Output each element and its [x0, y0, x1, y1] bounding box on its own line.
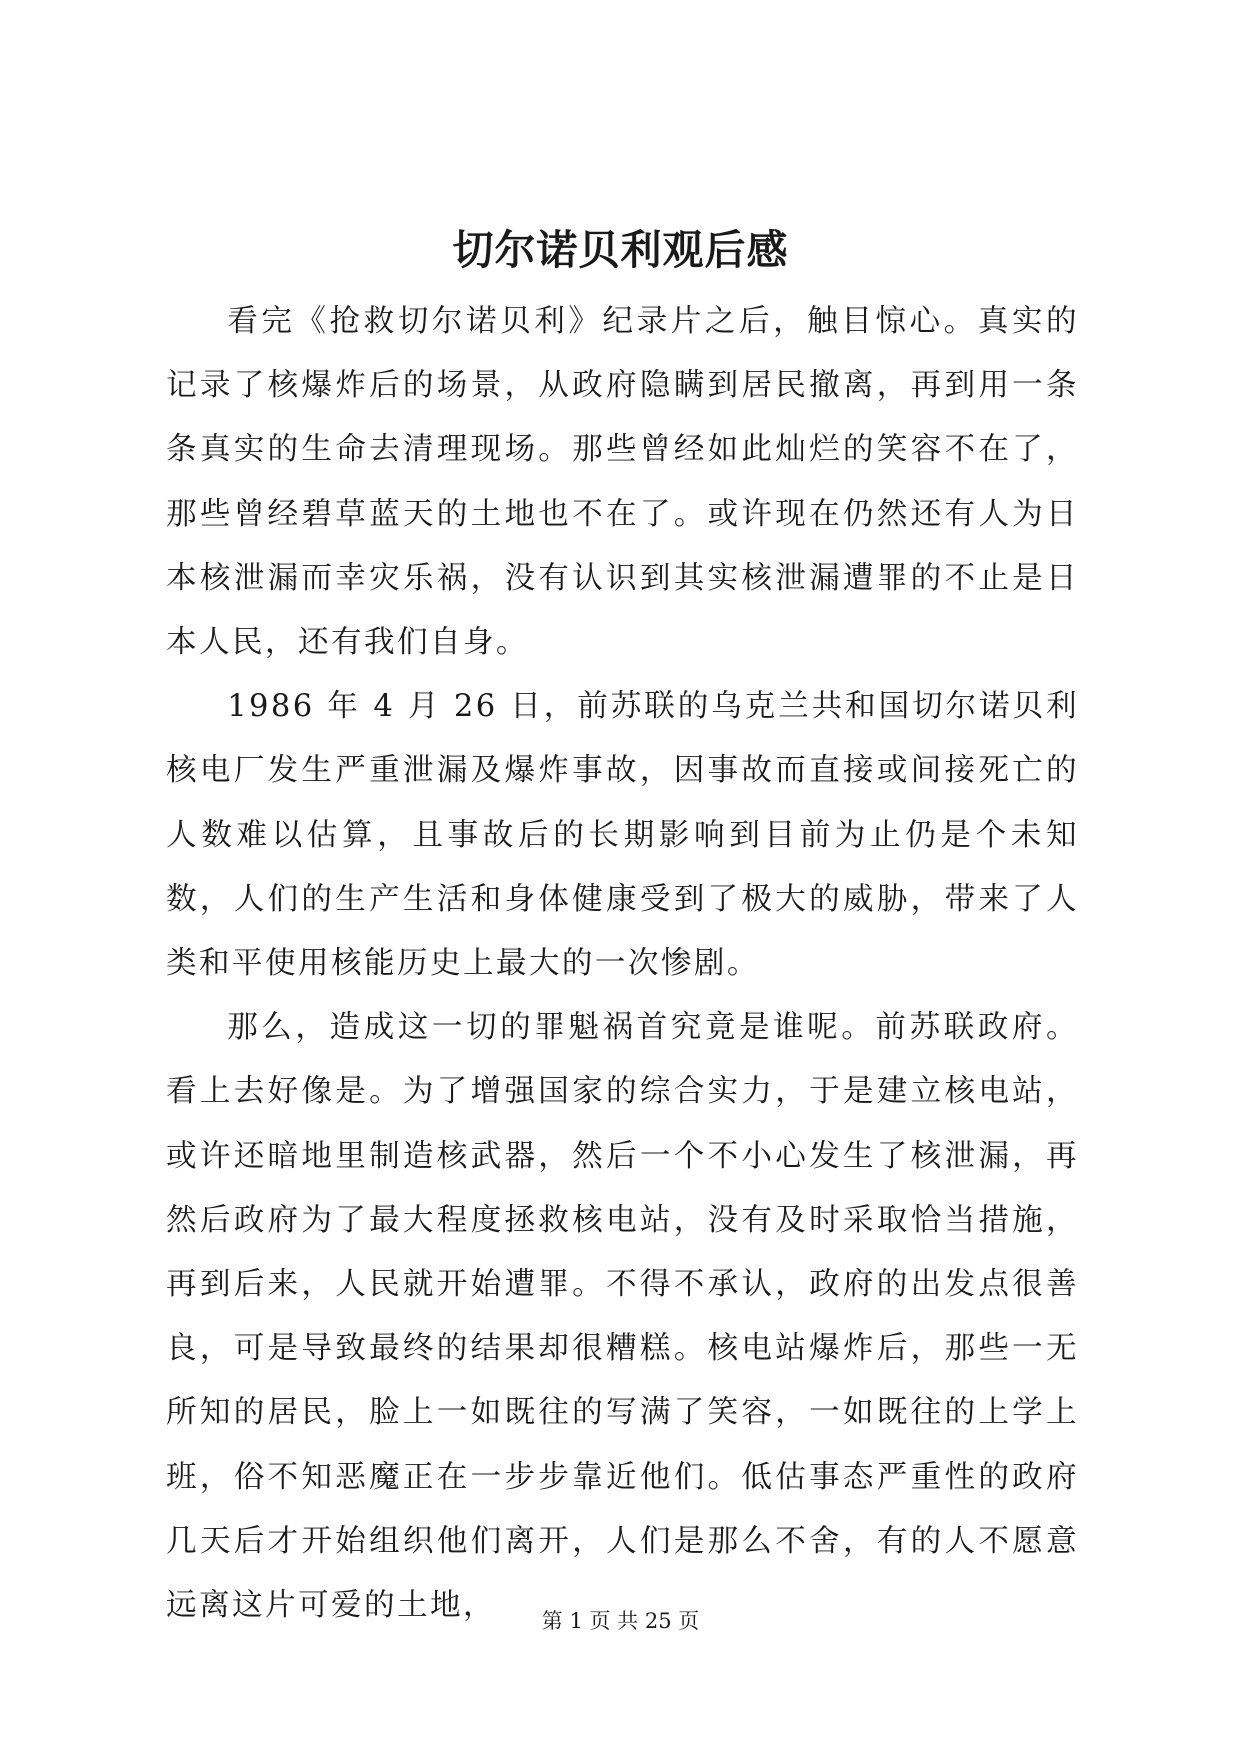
paragraph-3: 那么，造成这一切的罪魁祸首究竟是谁呢。前苏联政府。看上去好像是。为了增强国家的综合实力，于是建立核电站，或许还暗地里制造核武器，然后一个不小心发生了核泄漏，再然后政府为了最大程度拯救核电站，没有及时采取恰当措施，再到后来，人民就开始遭罪。不得不承认，政府的出发点很善良，可是导致最终的结果却很糟糕。核电站爆炸后，那些一无所知的居民，脸上一如既往的写满了笑容，一如既往的上学上班，俗不知恶魔正在一步步靠近他们。低估事态严重性的政府几天后才开始组织他们离开，人们是那么不舍，有的人不愿意远离这片可爱的土地，: [166, 1010, 1079, 1624]
paragraph-1: 看完《抢救切尔诺贝利》纪录片之后，触目惊心。真实的记录了核爆炸后的场景，从政府隐瞒到居民撤离，再到用一条条真实的生命去清理现场。那些曾经如此灿烂的笑容不在了，那些曾经碧草蓝天的土地也不在了。或许现在仍然还有人为日本核泄漏而幸灾乐祸，没有认识到其实核泄漏遭罪的不止是日本人民，还有我们自身。: [166, 304, 1079, 661]
document-body: [166, 290, 1079, 1638]
document-title: 切尔诺贝利观后感: [452, 226, 789, 274]
paragraph-2: 1986 年 4 月 26 日，前苏联的乌克兰共和国切尔诺贝利核电厂发生严重泄漏及爆炸事故，因事故而直接或间接死亡的人数难以估算，且事故后的长期影响到目前为止仍是个未知数，人们的生产生活和身体健康受到了极大的威胁，带来了人类和平使用核能历史上最大的一次惨剧。: [166, 689, 1079, 982]
page-number-footer: 第 1 页 共 25 页: [541, 1609, 700, 1633]
